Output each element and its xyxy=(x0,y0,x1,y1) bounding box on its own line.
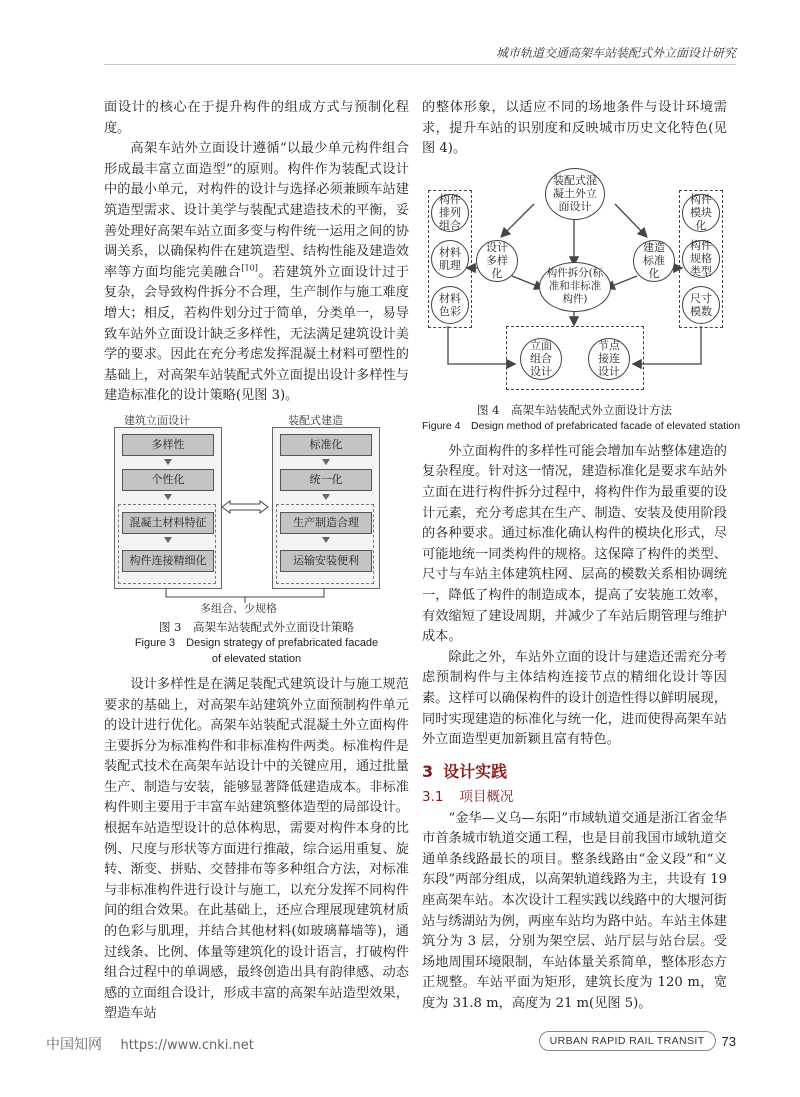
figure-4-caption-en: Figure 4 Design method of prefabricated facade of elevated station xyxy=(422,419,741,432)
node-label: 构件拆分(标准和非标准构件) xyxy=(546,267,604,306)
journal-footer xyxy=(539,1030,736,1052)
subsection-heading xyxy=(422,787,727,807)
node-label: 设计多样化 xyxy=(486,241,508,281)
figure-3-caption: 图 3 高架车站装配式外立面设计策略 xyxy=(159,619,354,634)
figure-4-node xyxy=(588,338,630,380)
bracket-line xyxy=(166,588,324,597)
node-label: 尺寸模数 xyxy=(690,291,712,318)
paragraph: 除此之外，车站外立面的设计与建造还需充分考虑预制构件与主体结构连接节点的精细化设计等因素。这样可以确保构件的设计创造性得以鲜明展现，同时实现建造的标准化与统一化，进而使得高架车站外立面造型更加新颖且富有特色。 xyxy=(422,649,727,748)
left-column xyxy=(104,98,409,1025)
figure-3-connectors xyxy=(104,411,409,617)
arrow-line xyxy=(448,326,514,364)
paragraph: 外立面构件的多样性可能会增加车站整体建造的复杂程度。针对这一情况，建造标准化是要求车站外立面在进行构件拆分过程中，将构件作为最重要的设计元素，充分考虑其在生产、制造、安装及使用阶段的各种要求。通过标准化确认构件的模块化形式，尽可能地统一同类构件的规格。这保障了构件的类型、尺寸与车站主体建筑柱网、层高的模数关系相协调统一，降低了构件的制造成本，提高了安装施工效率，有效缩短了建设周期，并减少了车站后期管理与维护成本。 xyxy=(422,443,727,645)
figure-4 xyxy=(422,168,727,400)
paragraph: 设计多样性是在满足装配式建筑设计与施工规范要求的基础上，对高架车站建筑外立面预制构件单元的设计进行优化。高架车站装配式混凝土外立面构件主要拆分为标准构件和非标准构件两类。标准构件是装配式技术在高架车站设计中的关键应用，通过批量生产、制造与安装，能够显著降低建造成本。非标准构件则主要用于丰富车站建筑整体造型的局部设计。根据车站造型设计的总体构思，需要对构件本身的比例、尺度与形状等方面进行推敲，综合运用重复、旋转、渐变、拼贴、交替排布等多种组合方法，对标准与非标准构件进行设计与施工，以充分发挥不同构件间的组合效果。在此基础上，还应合理展现建筑材质的色彩与肌理，并结合其他材料(如玻璃幕墙等)，通过线条、比例、体量等建筑化的设计语言，打破构件组合过程中的单调感，最终创造出具有韵律感、动态感的立面组合设计，形成丰富的高架车站造型效果，塑造车站 xyxy=(104,676,409,1022)
figure-4-node xyxy=(545,168,605,220)
page-number: 73 xyxy=(721,1033,736,1049)
double-arrow-icon xyxy=(222,501,268,513)
node-label: 节点接连设计 xyxy=(598,339,620,379)
paragraph: 的整体形象，以适应不同的场地条件与设计环境需求，提升车站的识别度和反映城市历史文化特色(见图 4)。 xyxy=(422,100,727,157)
strategy-box: 生产制造合理 xyxy=(280,512,372,534)
cnki-logo-text: 中国知网 xyxy=(46,1037,102,1053)
node-label: 建造标准化 xyxy=(643,241,665,281)
node-label: 构件规格类型 xyxy=(690,239,712,279)
right-column xyxy=(422,98,741,1015)
figure-4-node xyxy=(682,194,720,232)
paragraph: “金华—义乌—东阳”市域轨道交通是浙江省金华市首条城市轨道交通工程，也是目前我国市域轨道交通单条线路最长的项目。整条线路由“金义段”和“义东段”两部分组成，以高架轨道线路为主，共设有 19 座高架车站。本次设计工程实践以线路中的大堰河街站与绣湖站为例，两座车站均为路中站。车站主体建筑分为 3 层，分别为架空层、站厅层与站台层。受场地周围环境限制，车站体量关系简单，整体形态方正规整。车站平面为矩形，建筑长度为 120 m，宽度为 31.8 m，高度为 21 m(见图 5)。 xyxy=(422,810,727,1012)
strategy-box: 统一化 xyxy=(280,469,372,491)
figure-4-node xyxy=(431,286,469,324)
strategy-box: 运输安装便利 xyxy=(280,550,372,572)
figure-4-node xyxy=(539,262,611,312)
paragraph xyxy=(104,139,409,407)
figure-4-caption: 图 4 高架车站装配式外立面设计方法 xyxy=(477,402,672,417)
paragraph-text: 。若建筑外立面设计过于复杂，会导致构件拆分不合理，生产制作与施工难度增大；相反，若构件划分过于简单，分类单一，易导致车站外立面设计缺乏多样性，无法满足建筑设计美学的要求。因此在充分考虑发挥混凝土材料可塑性的基础上，对高架车站装配式外立面提出设计多样性与建造标准化的设计策略(见图 3)。 xyxy=(104,264,410,404)
section-title: 设计实践 xyxy=(443,761,508,781)
arrow-line xyxy=(607,276,637,288)
figure-3-bottom-label: 多组合、少规格 xyxy=(200,601,277,615)
strategy-box: 构件连接精细化 xyxy=(122,550,214,572)
arrow-line xyxy=(512,276,542,288)
subsection-number: 3.1 xyxy=(422,788,444,805)
figure-4-node xyxy=(431,194,469,232)
strategy-box: 多样性 xyxy=(122,434,214,456)
node-label: 材料肌理 xyxy=(439,245,461,272)
arrow-line xyxy=(634,326,701,364)
strategy-box: 个性化 xyxy=(122,469,214,491)
node-label: 构件排列组合 xyxy=(439,193,461,233)
figure-3-left-title: 建筑立面设计 xyxy=(124,413,190,427)
figure-4-node xyxy=(682,286,720,324)
figure-4-node xyxy=(682,240,720,278)
node-label: 立面组合设计 xyxy=(530,339,552,379)
figure-3-caption-en: of elevated station xyxy=(211,652,302,665)
figure-4-node xyxy=(431,240,469,278)
figure-4-node xyxy=(520,338,562,380)
citation-ref[interactable]: [10] xyxy=(241,263,258,273)
paragraph-text: 高架车站外立面设计遵循“以最少单元构件组合形成最丰富立面造型”的原则。构件作为装配式设计中的最小单元，对构件的设计与选择必须兼顾车站建筑造型需求、设计美学与装配式建造技术的平衡，妥善处理好高架车站立面多变与构件统一运用之间的协调关系，以确保构件在建筑造型、结构性能及建造效率等方面均能完美融合 xyxy=(104,141,409,280)
arrow-line xyxy=(502,204,534,236)
journal-name-badge: URBAN RAPID RAIL TRANSIT xyxy=(539,1031,716,1051)
arrow-line xyxy=(615,204,646,236)
figure-3-caption-en: Figure 3 Design strategy of prefabricated facade xyxy=(134,636,379,649)
cnki-footer xyxy=(46,1034,254,1054)
figure-3 xyxy=(104,411,409,617)
node-label: 装配式混凝土外立面设计 xyxy=(553,174,597,214)
section-heading xyxy=(422,761,727,783)
node-label: 材料色彩 xyxy=(439,291,461,318)
figure-4-node xyxy=(633,240,675,282)
strategy-box: 混凝土材料特征 xyxy=(122,512,214,534)
running-header: 城市轨道交通高架车站装配式外立面设计研究 xyxy=(495,46,736,60)
strategy-box: 标准化 xyxy=(280,434,372,456)
header-rule xyxy=(104,64,736,65)
section-number: 3 xyxy=(422,761,434,781)
paragraph: 面设计的核心在于提升构件的组成方式与预制化程度。 xyxy=(104,100,409,136)
subsection-title: 项目概况 xyxy=(459,788,514,805)
node-label: 构件模块化 xyxy=(690,193,712,233)
figure-4-node xyxy=(476,240,518,282)
figure-3-right-title: 装配式建造 xyxy=(288,413,343,427)
cnki-url-link[interactable]: https://www.cnki.net xyxy=(120,1038,254,1053)
